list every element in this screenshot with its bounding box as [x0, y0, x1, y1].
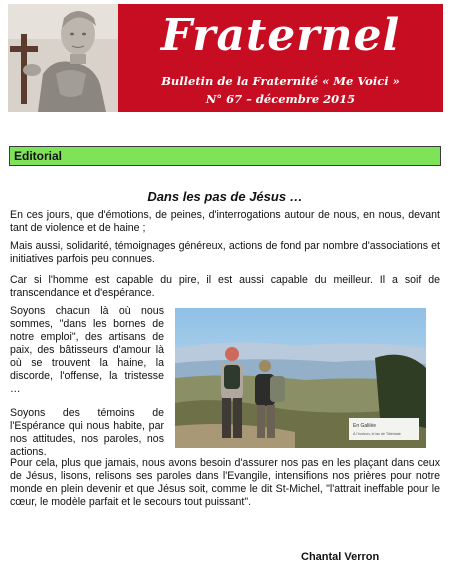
paragraph-5: Soyons des témoins de l'Espérance qui nous habite, par nos attitudes, nos paroles, nos actions.	[10, 407, 164, 458]
section-header-bar	[9, 146, 441, 166]
image-caption-line-2: À l'horizon, le lac de Tibériade	[353, 432, 401, 436]
section-label: Editorial	[14, 149, 63, 163]
header-statue-photo	[8, 4, 118, 112]
issue-number: N° 67 – décembre 2015	[205, 92, 356, 106]
paragraph-3: Car si l'homme est capable du pire, il est aussi capable du meilleur. Il a soif de transcendance et d'espérance.	[10, 274, 440, 299]
paragraph-6: Pour cela, plus que jamais, nous avons besoin d'assurer nos pas en les plaçant dans ceux de Jésus, lisons, relisons ses paroles dans l'Evangile, intensifions nos prières pour notre monde en plein devenir et que Jésus soit, comme le dit St-Michel, "l'attrait ineffable pour le cœur, le modèle parfait et le secours tout puissant".	[10, 457, 440, 508]
hikers-photo	[175, 308, 426, 448]
paragraph-2: Mais aussi, solidarité, témoignages généreux, actions de fond par nombre d'associations et initiatives parfois peu connues.	[10, 240, 440, 265]
paragraph-4: Soyons chacun là où nous sommes, "dans les bornes de notre emploi", des artisans de paix, des bâtisseurs d'amour là où se trouvent la haine, la discorde, l'offense, la tristesse …	[10, 305, 164, 395]
newsletter-title: Fraternel	[160, 10, 401, 61]
newsletter-subtitle: Bulletin de la Fraternité « Me Voici »	[161, 74, 400, 88]
article-title: Dans les pas de Jésus …	[147, 189, 303, 204]
author-signature: Chantal Verron	[301, 551, 380, 563]
image-caption-line-1: En Galilée	[353, 423, 377, 429]
paragraph-1: En ces jours, que d'émotions, de peines, d'interrogations autour de nous, en nous, devant tant de violence et de haine ;	[10, 209, 440, 234]
newsletter-header	[0, 0, 450, 113]
title-banner	[118, 4, 443, 112]
